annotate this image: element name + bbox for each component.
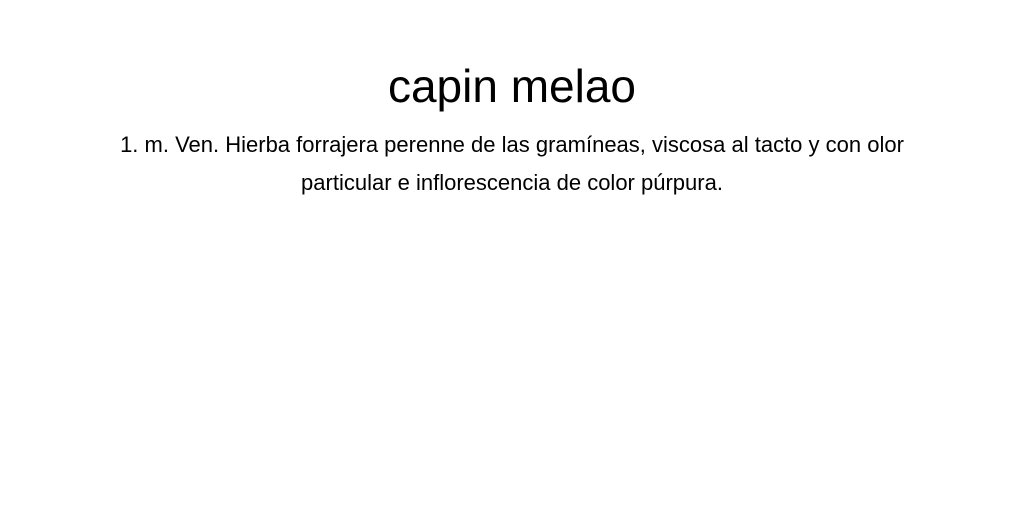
- headword: capin melao: [387, 60, 637, 112]
- definition-text: 1. m. Ven. Hierba forrajera perenne de las gramíneas, viscosa al tacto y con olor particular e inflorescencia de color púrpura.: [120, 132, 904, 195]
